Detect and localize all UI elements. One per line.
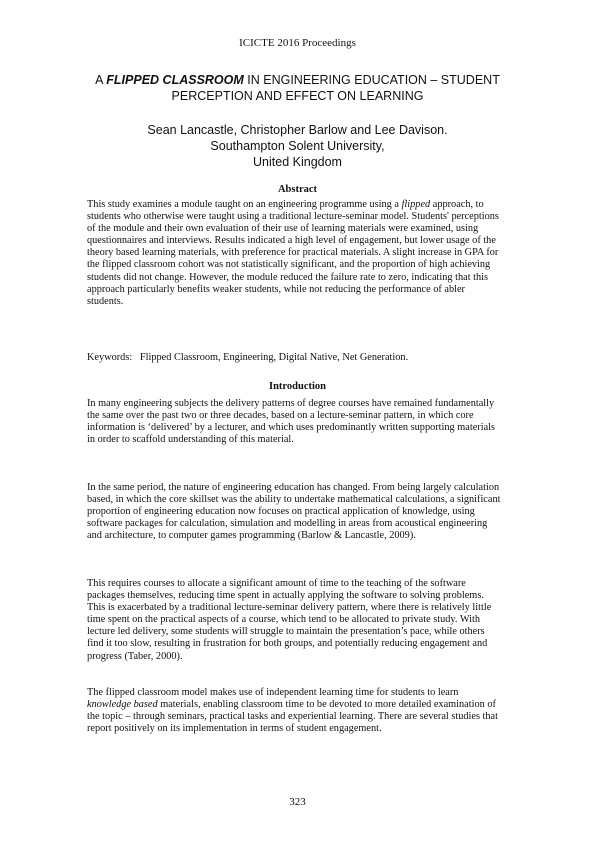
intro-paragraph-4-start: The flipped classroom model makes use of independent learning time for students to learn bbox=[87, 687, 459, 698]
running-header: ICICTE 2016 Proceedings bbox=[239, 37, 356, 49]
title-prefix: A bbox=[95, 73, 107, 87]
intro-paragraph-2: In the same period, the nature of engineering education has changed. From being largely calculation based, in which the core skillset was the ability to undertake mathematical calculations, a significant proportion of engineering education now focuses on practical application of knowledge, using software packages for calculation, simulation and modelling in areas from acoustical engineering and architecture, to computer games programming (Barlow & Lancastle, 2009). bbox=[87, 482, 501, 542]
intro-paragraph-1: In many engineering subjects the delivery patterns of degree courses have remained fundamentally the same over the past two or three decades, based on a lecture-seminar pattern, in which core information is ‘delivered’ by a lecturer, and which uses predominantly written supporting materials in order to scaffold understanding of this material. bbox=[87, 398, 496, 446]
intro-paragraph-4-end: materials, enabling classroom time to be devoted to more detailed examination of the topic – through seminars, practical tasks and experiential learning. There are several studies that report positively on its implementation in terms of student engagement. bbox=[87, 699, 498, 735]
keywords-label: Keywords: bbox=[87, 352, 133, 363]
abstract-text-start: This study examines a module taught on an engineering programme using a bbox=[87, 199, 402, 210]
paper-title bbox=[60, 72, 535, 104]
keywords-list: Flipped Classroom, Engineering, Digital Native, Net Generation. bbox=[139, 352, 409, 363]
page-number: 323 bbox=[289, 796, 306, 808]
abstract-text bbox=[87, 199, 502, 308]
title-emphasis: FLIPPED CLASSROOM bbox=[106, 73, 244, 87]
intro-paragraph-4-emphasis: knowledge based bbox=[87, 699, 158, 711]
introduction-heading: Introduction bbox=[269, 381, 326, 392]
author-block bbox=[60, 122, 535, 170]
abstract-text-end: approach, to students who otherwise were taught using a traditional lecture-seminar model. Students' perceptions of the module and their own evaluation of their use of learning materials were examined, using questionnaires and interviews. Results indicated a high level of engagement, but lower usage of the theory based learning materials, with preference for practical materials. A slight increase in GPA for the flipped classroom cohort was not statistically significant, and the proportion of high achieving students did not change. However, the module reduced the failure rate to zero, indicating that this approach particularly benefits weaker students, while not reducing the performance of abler students. bbox=[87, 199, 499, 307]
author-country: United Kingdom bbox=[253, 155, 342, 169]
keywords-line bbox=[87, 352, 502, 364]
intro-paragraph-4 bbox=[87, 687, 502, 735]
author-affiliation: Southampton Solent University, bbox=[210, 139, 385, 153]
abstract-heading: Abstract bbox=[277, 184, 318, 195]
author-names: Sean Lancastle, Christopher Barlow and Lee Davison. bbox=[147, 123, 448, 137]
intro-paragraph-3: This requires courses to allocate a significant amount of time to the teaching of the software packages themselves, reducing time spent in actually applying the software to solving problems. This is exacerbated by a traditional lecture-seminar delivery pattern, where there is relatively little time spent on the practical aspects of a course, which tend to be allocated to private study. With lecture led delivery, some students will struggle to maintain the presentation’s pace, while others find it too slow, resulting in frustration for both groups, and potentially reducing engagement and progress (Taber, 2000). bbox=[87, 578, 492, 662]
title-rest: IN ENGINEERING EDUCATION – STUDENT PERCEPTION AND EFFECT ON LEARNING bbox=[171, 73, 500, 103]
abstract-text-emphasis: flipped bbox=[401, 199, 431, 210]
